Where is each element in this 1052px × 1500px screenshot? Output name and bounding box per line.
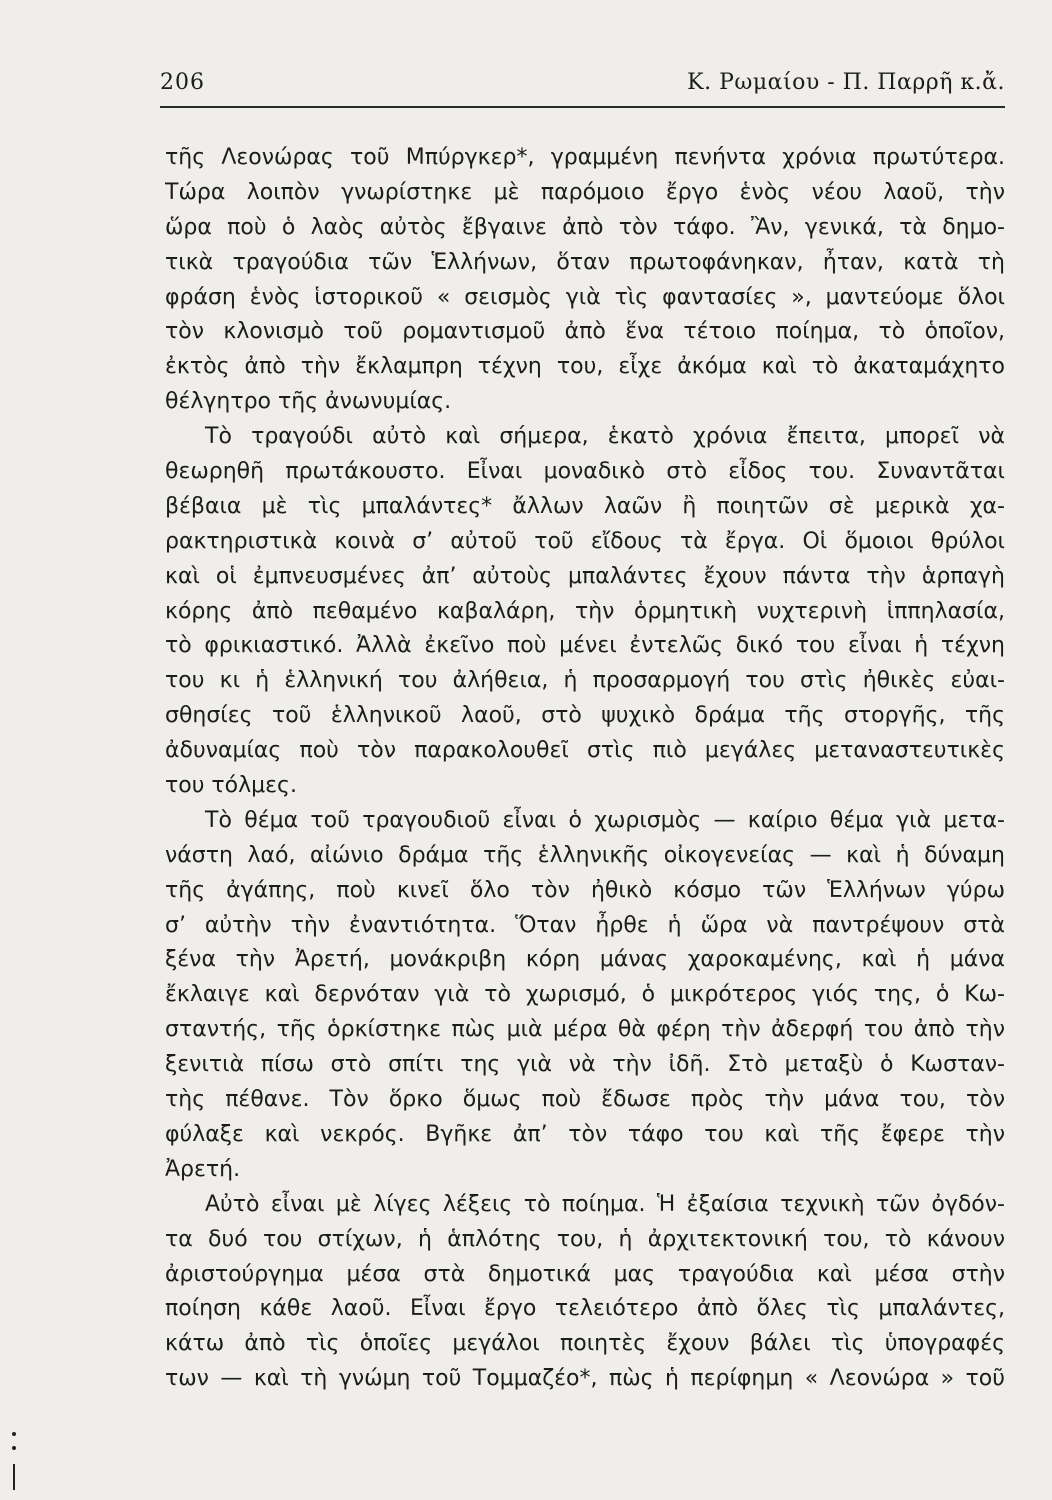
text-line: κόρης ἀπὸ πεθαμένο καβαλάρη, τὴν ὁρμητικὴ νυχτερινὴ ἱππηλασία,	[165, 598, 1005, 624]
text-line: ὥρα ποὺ ὁ λαὸς αὐτὸς ἔβγαινε ἀπὸ τὸν τάφο. Ἂν, γενικά, τὰ δημο-	[165, 214, 1005, 240]
text-line: τα δυό του στίχων, ἡ ἁπλότης του, ἡ ἀρχιτεκτονική του, τὸ κάνουν	[165, 1226, 1005, 1252]
text-line: ρακτηριστικὰ κοινὰ σ’ αὐτοῦ τοῦ εἴδους τὰ ἔργα. Οἱ ὅμοιοι θρύλοι	[165, 528, 1005, 554]
text-line: θεωρηθῆ πρωτάκουστο. Εἶναι μοναδικὸ στὸ εἶδος του. Συναντᾶται	[165, 459, 1005, 485]
text-line: θέλγητρο τῆς ἀνωνυμίας.	[165, 389, 452, 415]
text-line: βέβαια μὲ τὶς μπαλάντες* ἄλλων λαῶν ἢ ποιητῶν σὲ μερικὰ χα-	[165, 493, 1005, 519]
text-line: Ἀρετή.	[165, 1156, 241, 1182]
body-text	[165, 141, 1005, 1397]
running-head: Κ. Ρωμαίου - Π. Παρρῆ κ.ἄ.	[687, 70, 1005, 95]
text-line: τῆς ἀγάπης, ποὺ κινεῖ ὅλο τὸν ἠθικὸ κόσμο τῶν Ἑλλήνων γύρω	[165, 877, 1005, 903]
text-line: Τὸ τραγούδι αὐτὸ καὶ σήμερα, ἑκατὸ χρόνια ἔπειτα, μπορεῖ νὰ	[205, 424, 1005, 450]
text-line: κάτω ἀπὸ τὶς ὁποῖες μεγάλοι ποιητὲς ἔχουν βάλει τὶς ὑπογραφές	[165, 1331, 1005, 1357]
text-line: ποίηση κάθε λαοῦ. Εἶναι ἔργο τελειότερο ἀπὸ ὅλες τὶς μπαλάντες,	[165, 1296, 1005, 1322]
text-line: τὴς πέθανε. Τὸν ὅρκο ὅμως ποὺ ἔδωσε πρὸς τὴν μάνα του, τὸν	[165, 1087, 1005, 1113]
text-line: ξένα τὴν Ἀρετή, μονάκριβη κόρη μάνας χαροκαμένης, καὶ ἡ μάνα	[165, 947, 1005, 973]
text-line: του τόλμες.	[165, 773, 297, 799]
text-line: των — καὶ τὴ γνώμη τοῦ Τομμαζέο*, πὼς ἡ περίφημη « Λεονώρα » τοῦ	[165, 1366, 1005, 1392]
text-line: ἐκτὸς ἀπὸ τὴν ἔκλαμπρη τέχνη του, εἶχε ἀκόμα καὶ τὸ ἀκαταμάχητο	[165, 354, 1005, 380]
text-line: νάστη λαό, αἰώνιο δράμα τῆς ἑλληνικῆς οἰκογενείας — καὶ ἡ δύναμη	[165, 842, 1005, 868]
text-line: ξενιτιὰ πίσω στὸ σπίτι της γιὰ νὰ τὴν ἰδῆ. Στὸ μεταξὺ ὁ Κωσταν-	[165, 1052, 1005, 1078]
text-line: Αὐτὸ εἶναι μὲ λίγες λέξεις τὸ ποίημα. Ἡ ἐξαίσια τεχνικὴ τῶν ὀγδόν-	[205, 1191, 1005, 1217]
page-number: 206	[160, 70, 205, 95]
text-line: ἀδυναμίας ποὺ τὸν παρακολουθεῖ στὶς πιὸ μεγάλες μεταναστευτικὲς	[165, 738, 1005, 764]
text-line: του κι ἡ ἑλληνική του ἀλήθεια, ἡ προσαρμογή του στὶς ἠθικὲς εὐαι-	[165, 668, 1005, 694]
text-line: Τὸ θέμα τοῦ τραγουδιοῦ εἶναι ὁ χωρισμὸς — καίριο θέμα γιὰ μετα-	[205, 807, 1005, 833]
text-line: τῆς Λεονώρας τοῦ Μπύργκερ*, γραμμένη πενήντα χρόνια πρωτύτερα.	[165, 145, 1005, 170]
header-rule	[160, 106, 1005, 108]
text-line: τὸ φρικιαστικό. Ἀλλὰ ἐκεῖνο ποὺ μένει ἐντελῶς δικό του εἶναι ἡ τέχνη	[165, 633, 1005, 659]
text-line: τικὰ τραγούδια τῶν Ἑλλήνων, ὅταν πρωτοφάνηκαν, ἦταν, κατὰ τὴ	[165, 249, 1005, 275]
text-line: σταντής, τῆς ὁρκίστηκε πὼς μιὰ μέρα θὰ φέρη τὴν ἀδερφή του ἀπὸ τὴν	[165, 1017, 1005, 1043]
text-line: σ’ αὐτὴν τὴν ἐναντιότητα. Ὅταν ἦρθε ἡ ὥρα νὰ παντρέψουν στὰ	[165, 912, 1005, 938]
text-line: φράση ἑνὸς ἱστορικοῦ « σεισμὸς γιὰ τὶς φαντασίες », μαντεύομε ὅλοι	[165, 284, 1005, 310]
text-line: ἀριστούργημα μέσα στὰ δημοτικά μας τραγούδια καὶ μέσα στὴν	[165, 1261, 1005, 1287]
text-line: φύλαξε καὶ νεκρός. Βγῆκε ἀπ’ τὸν τάφο του καὶ τῆς ἔφερε τὴν	[165, 1121, 1005, 1147]
margin-marks	[12, 1432, 18, 1492]
text-line: σθησίες τοῦ ἑλληνικοῦ λαοῦ, στὸ ψυχικὸ δράμα τῆς στοργῆς, τῆς	[165, 703, 1005, 729]
text-line: ἔκλαιγε καὶ δερνόταν γιὰ τὸ χωρισμό, ὁ μικρότερος γιός της, ὁ Κω-	[165, 982, 1005, 1008]
text-line: Τώρα λοιπὸν γνωρίστηκε μὲ παρόμοιο ἔργο ἑνὸς νέου λαοῦ, τὴν	[165, 179, 1005, 205]
text-line: καὶ οἱ ἐμπνευσμένες ἀπ’ αὐτοὺς μπαλάντες ἔχουν πάντα τὴν ἁρπαγὴ	[165, 563, 1005, 589]
page-header	[160, 70, 1005, 110]
text-line: τὸν κλονισμὸ τοῦ ρομαντισμοῦ ἀπὸ ἕνα τέτοιο ποίημα, τὸ ὁποῖον,	[165, 319, 1005, 345]
